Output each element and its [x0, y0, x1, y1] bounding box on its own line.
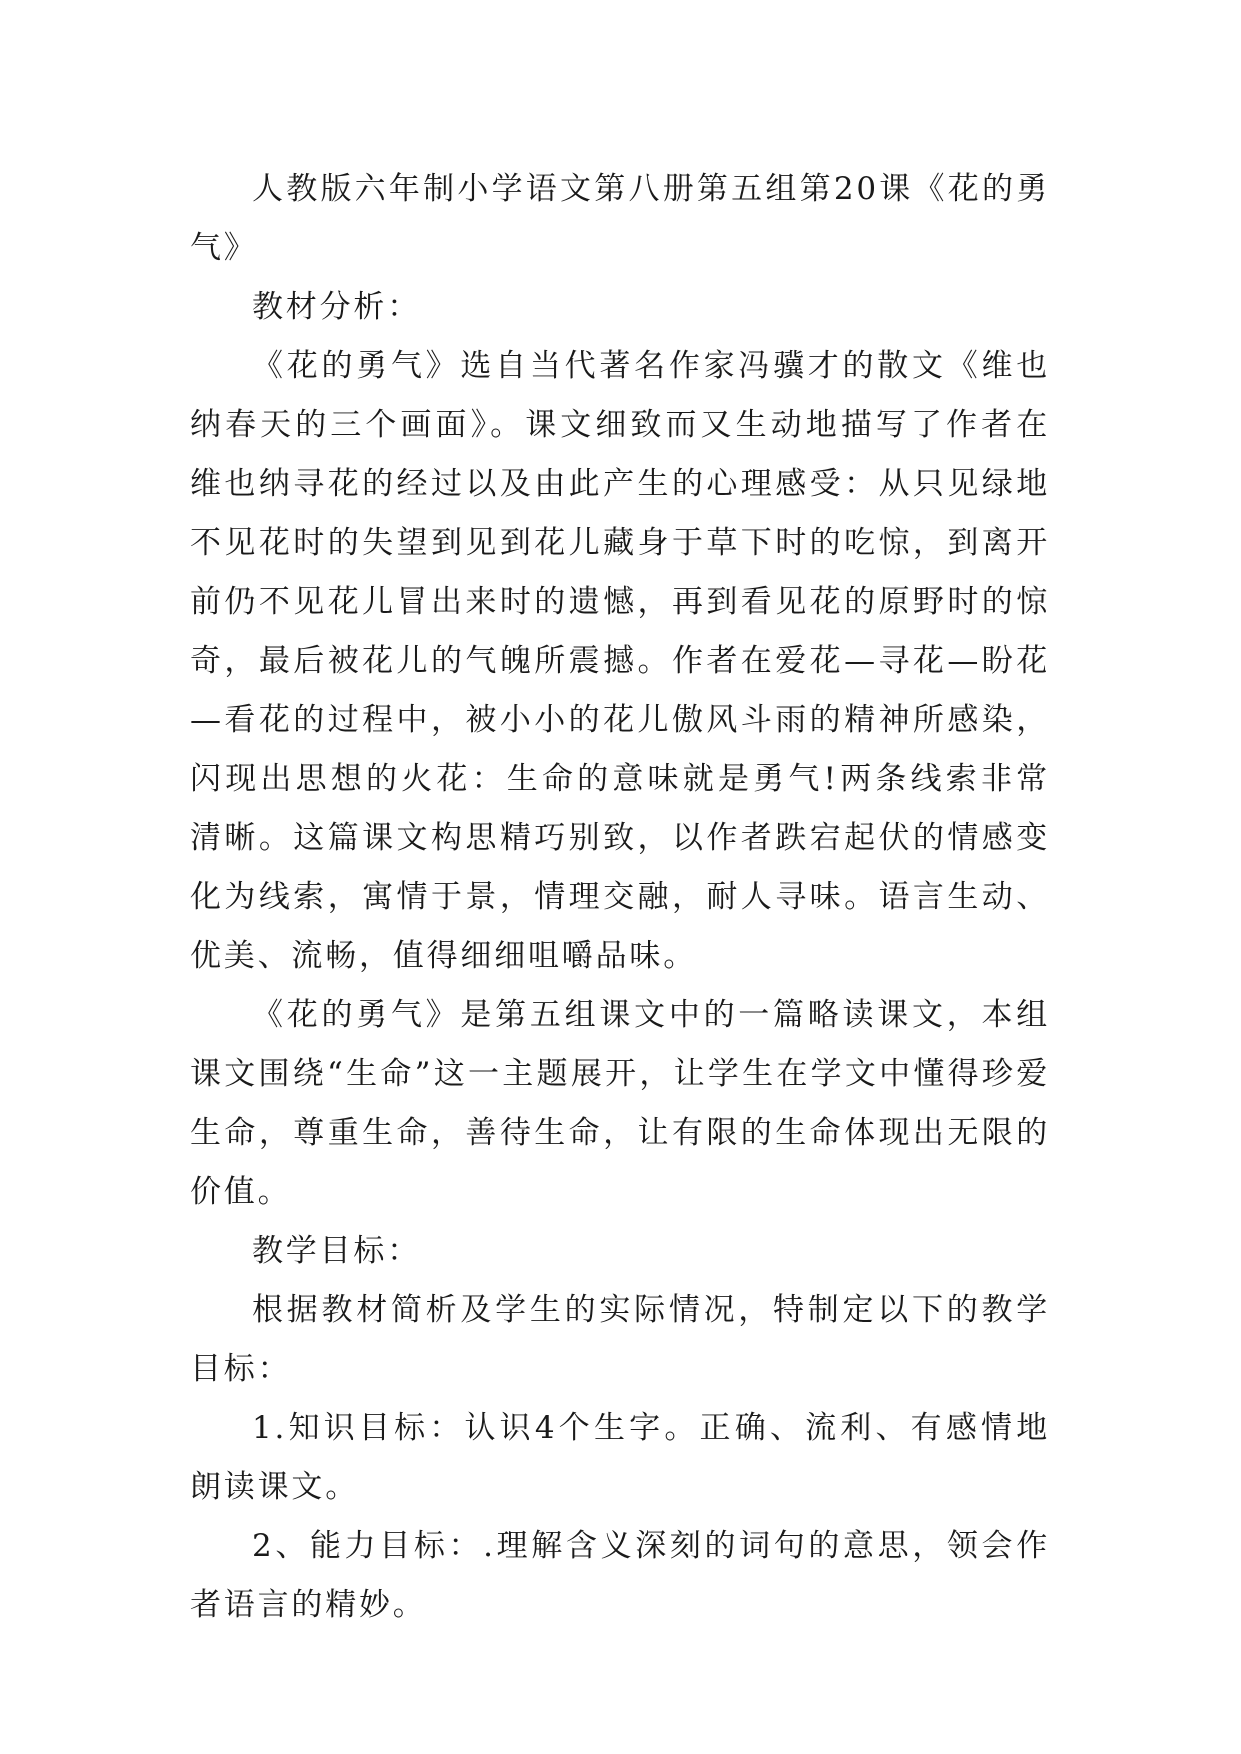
- section-heading-teaching-goals: 教学目标：: [252, 1233, 421, 1269]
- paragraph-material-analysis: 《花的勇气》选自当代著名作家冯骥才的散文《维也纳春天的三个画面》。课文细致而又生动地描写了作者在维也纳寻花的经过以及由此产生的心理感受：从只见绿地不见花时的失望到见到花儿藏身于草下时的吃惊，到离开前仍不见花儿冒出来时的遗憾，再到看见花的原野时的惊奇，最后被花儿的气魄所震撼。作者在爱花—寻花—盼花—看花的过程中，被小小的花儿傲风斗雨的精神所感染，闪现出思想的火花：生命的意味就是勇气!两条线索非常清晰。这篇课文构思精巧别致，以作者跌宕起伏的情感变化为线索，寓情于景，情理交融，耐人寻味。语言生动、优美、流畅，值得细细咀嚼品味。: [190, 348, 1050, 974]
- section-heading-material-analysis: 教材分析：: [252, 289, 421, 325]
- paragraph-goals-intro: 根据教材简析及学生的实际情况，特制定以下的教学目标：: [190, 1292, 1050, 1387]
- document-title: 人教版六年制小学语文第八册第五组第20课《花的勇气》: [190, 171, 1050, 266]
- paragraph-unit-theme: 《花的勇气》是第五组课文中的一篇略读课文，本组课文围绕“生命”这一主题展开，让学生在学文中懂得珍爱生命，尊重生命，善待生命，让有限的生命体现出无限的价值。: [190, 997, 1050, 1210]
- goal-ability: 2、能力目标：.理解含义深刻的词句的意思，领会作者语言的精妙。: [190, 1528, 1050, 1623]
- goal-knowledge: 1.知识目标：认识4个生字。正确、流利、有感情地朗读课文。: [190, 1410, 1050, 1505]
- document-body: [190, 160, 1050, 1635]
